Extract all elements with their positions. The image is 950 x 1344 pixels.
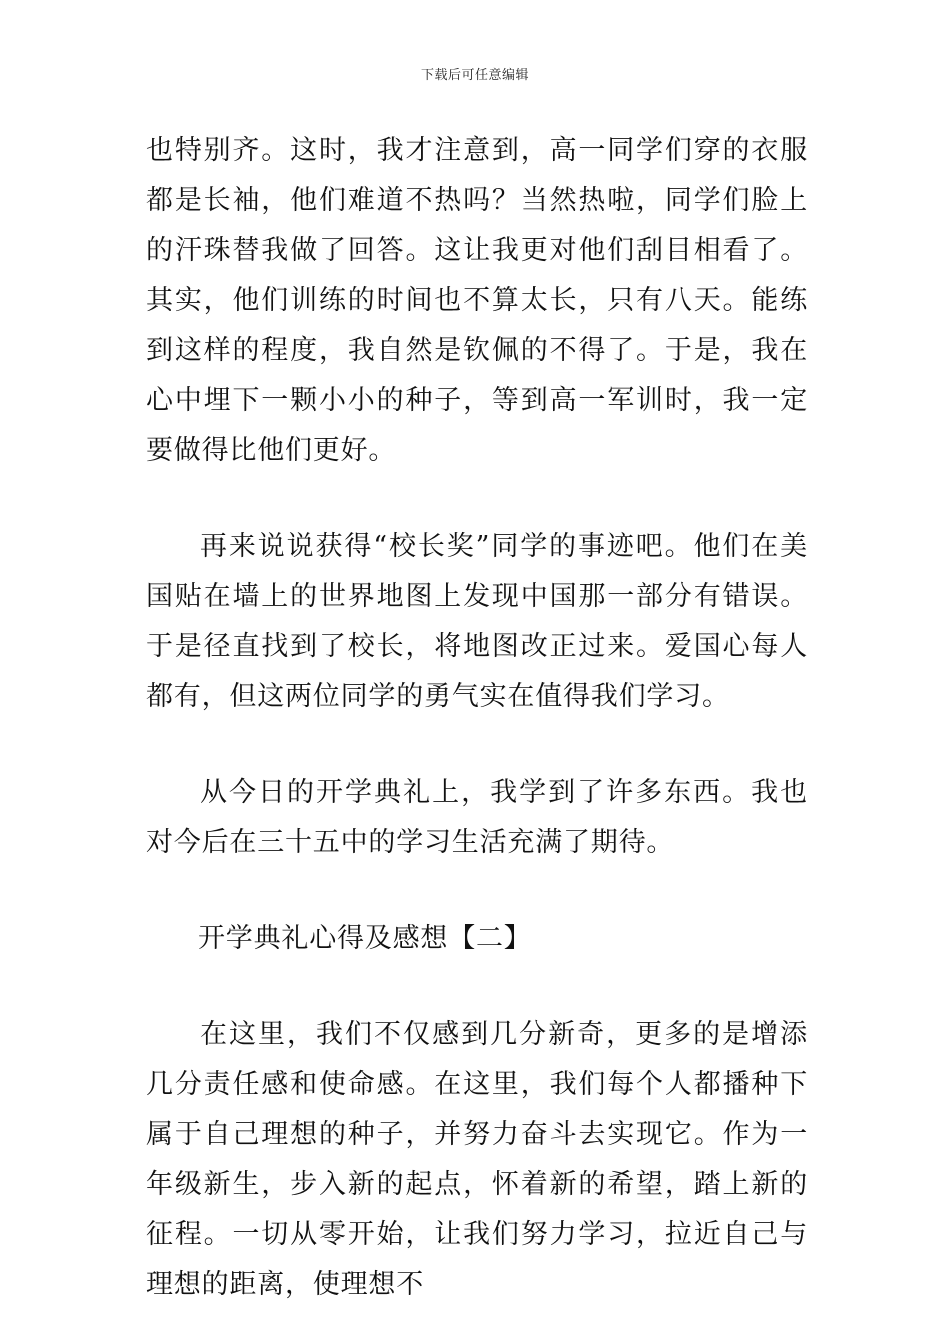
paragraph-military-training: 也特别齐。这时，我才注意到，高一同学们穿的衣服都是长袖，他们难道不热吗？当然热啦，同学们脸上的汗珠替我做了回答。这让我更对他们刮目相看了。其实，他们训练的时间也不算太长，只有八天。能练到这样的程度，我自然是钦佩的不得了。于是，我在心中埋下一颗小小的种子，等到高一军训时，我一定要做得比他们更好。 bbox=[146, 135, 808, 466]
paragraph-opening-ceremony: 从今日的开学典礼上，我学到了许多东西。我也对今后在三十五中的学习生活充满了期待。 bbox=[146, 777, 808, 858]
paragraph-principal-award: 再来说说获得“校长奖”同学的事迹吧。他们在美国贴在墙上的世界地图上发现中国那一部分有错误。于是径直找到了校长，将地图改正过来。爱国心每人都有，但这两位同学的勇气实在值得我们学习。 bbox=[146, 531, 808, 712]
paragraph-gap bbox=[146, 722, 808, 768]
paragraph-responsibility: 在这里，我们不仅感到几分新奇，更多的是增添几分责任感和使命感。在这里，我们每个人都播种下属于自己理想的种子，并努力奋斗去实现它。作为一年级新生，步入新的起点，怀着新的希望，踏上新的征程。一切从零开始，让我们努力学习，拉近自己与理想的距离，使理想不 bbox=[146, 1019, 808, 1300]
paragraph-gap bbox=[146, 476, 808, 522]
page-header: 下载后可任意编辑 bbox=[420, 68, 529, 83]
paragraph-gap bbox=[146, 964, 808, 1010]
document-body bbox=[146, 126, 808, 1310]
section-heading: 开学典礼心得及感想【二】 bbox=[198, 923, 532, 954]
paragraph-gap bbox=[146, 868, 808, 914]
